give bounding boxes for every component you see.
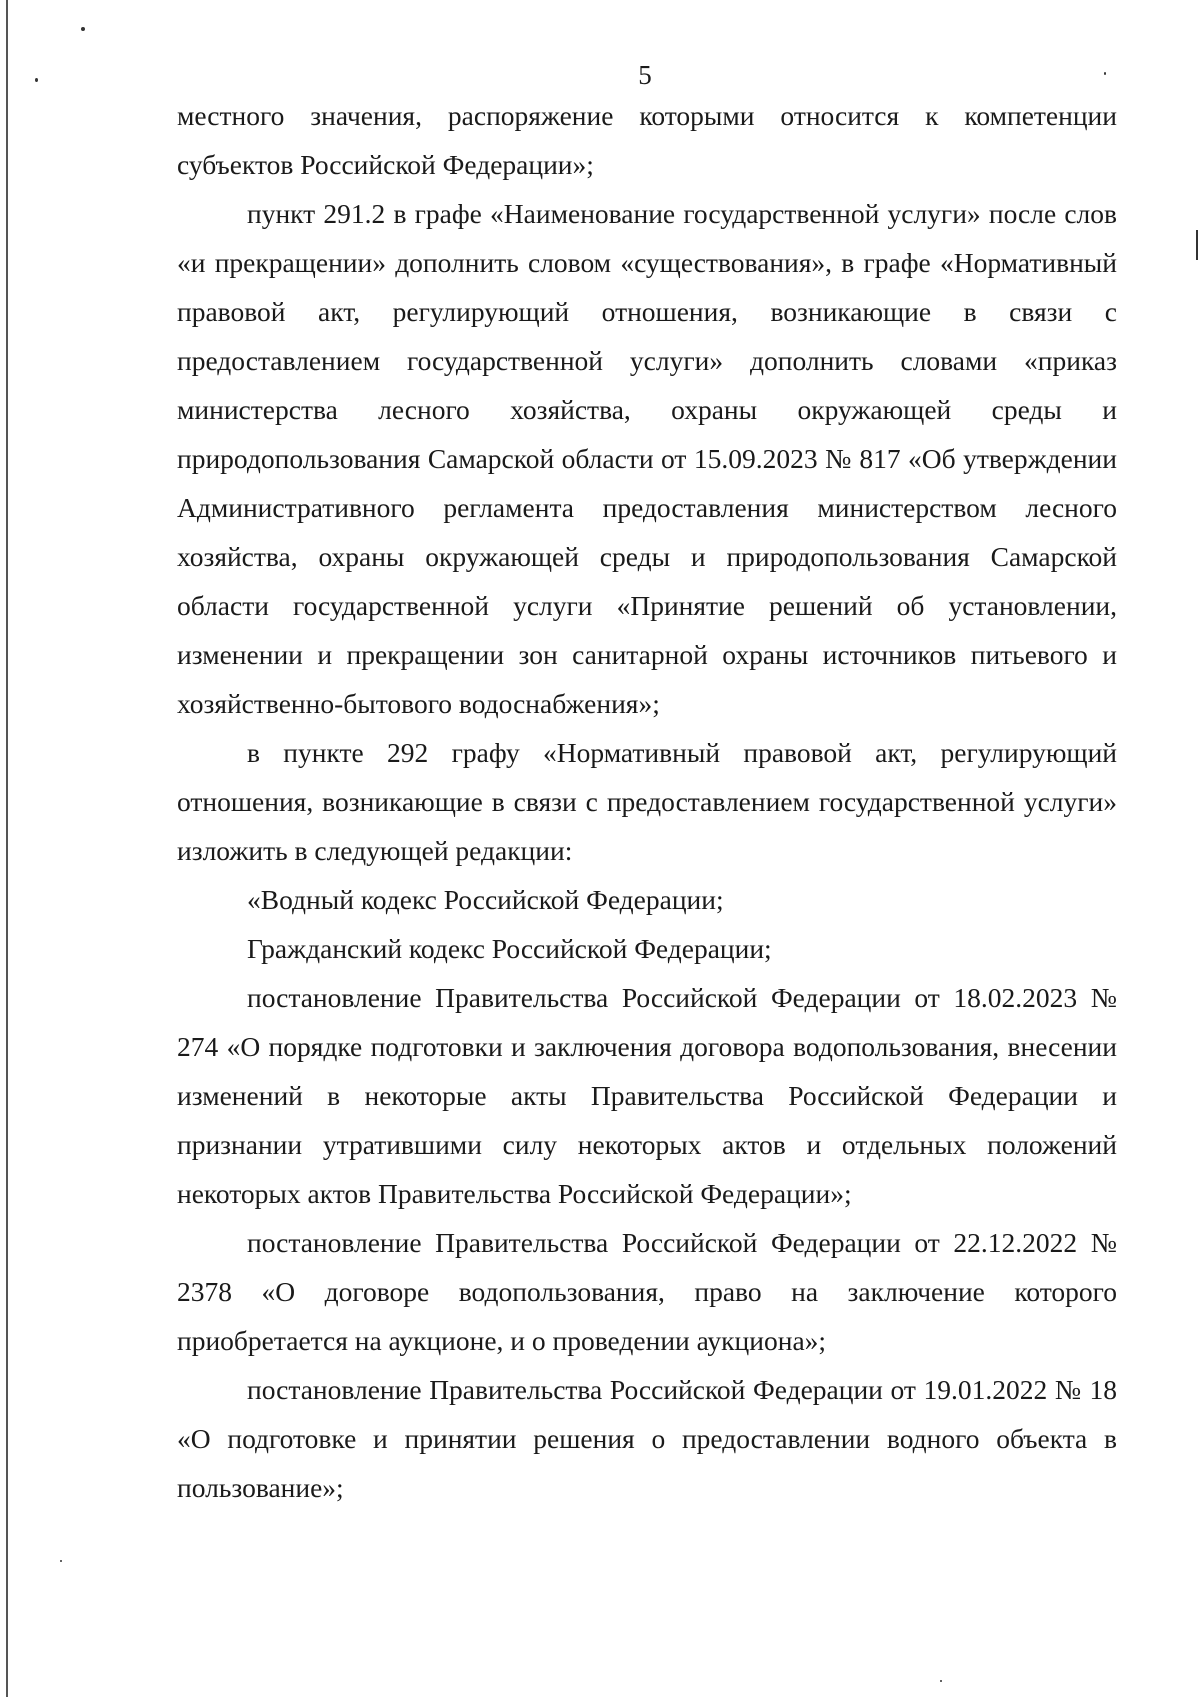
document-body	[177, 91, 1117, 1512]
paragraph-4: «Водный кодекс Российской Федерации;	[247, 884, 724, 915]
paragraph-5: Гражданский кодекс Российской Федерации;	[247, 933, 772, 964]
scan-speck	[60, 1560, 62, 1562]
scan-speck	[81, 27, 85, 31]
paragraph-8: постановление Правительства Российской Федерации от 19.01.2022 № 18 «О подготовке и принятии решения о предоставлении водного объекта в пользование»;	[177, 1374, 1117, 1503]
scan-speck	[940, 1680, 942, 1682]
paragraph-1: местного значения, распоряжение которыми относится к компетенции субъектов Российской Федерации»;	[177, 100, 1117, 180]
paragraph-6: постановление Правительства Российской Федерации от 18.02.2023 № 274 «О порядке подготовки и заключения договора водопользования, внесении изменений в некоторые акты Правительства Российской Федерации и признании утратившими силу некоторых актов и отдельных положений некоторых актов Правительства Российской Федерации»;	[177, 982, 1117, 1209]
paragraph-2: пункт 291.2 в графе «Наименование государственной услуги» после слов «и прекращении» дополнить словом «существования», в графе «Нормативный правовой акт, регулирующий отношения, возникающие в связи с предоставлением государственной услуги» дополнить словами «приказ министерства лесного хозяйства, охраны окружающей среды и природопользования Самарской области от 15.09.2023 № 817 «Об утверждении Административного регламента предоставления министерством лесного хозяйства, охраны окружающей среды и природопользования Самарской области государственной услуги «Принятие решений об установлении, изменении и прекращении зон санитарной охраны источников питьевого и хозяйственно-бытового водоснабжения»;	[177, 198, 1117, 719]
scan-speck	[1196, 230, 1198, 260]
page-number: 5	[638, 60, 652, 90]
paragraph-7: постановление Правительства Российской Федерации от 22.12.2022 № 2378 «О договоре водопользования, право на заключение которого приобретается на аукционе, и о проведении аукциона»;	[177, 1227, 1117, 1356]
scan-margin-line	[6, 0, 8, 1697]
paragraph-3: в пункте 292 графу «Нормативный правовой акт, регулирующий отношения, возникающие в связи с предоставлением государственной услуги» изложить в следующей редакции:	[177, 737, 1117, 866]
